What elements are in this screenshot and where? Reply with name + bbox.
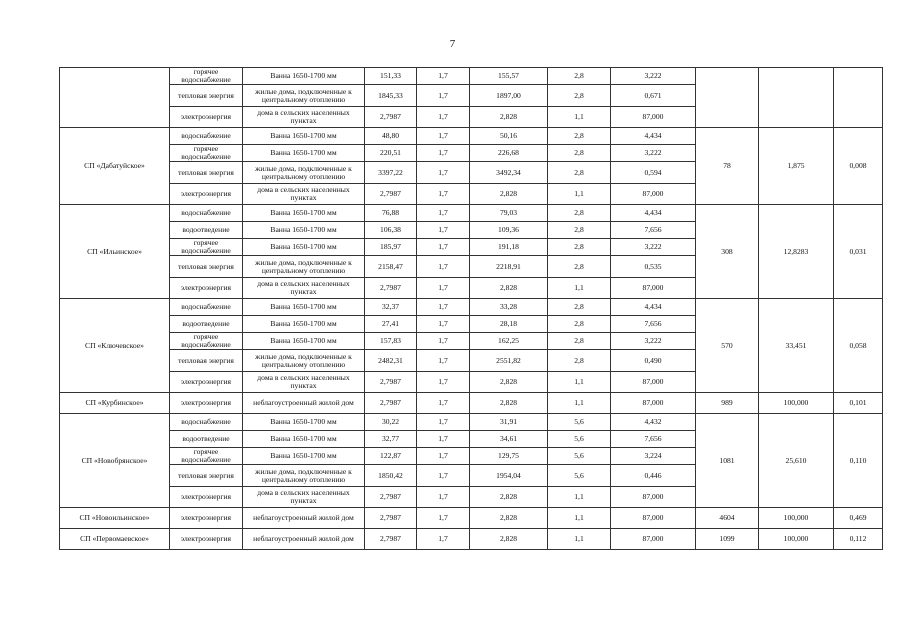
norm-type-cell: дома в сельских населенных пунктах	[243, 107, 365, 128]
value-cell-b: 226,68	[470, 145, 548, 162]
value-cell-a: 3397,22	[365, 162, 417, 184]
resource-cell: электроэнергия	[170, 529, 243, 550]
index-cell-a: 1,7	[417, 393, 470, 414]
index-cell-a: 1,7	[417, 431, 470, 448]
value-cell-b: 2,828	[470, 107, 548, 128]
value-cell-a: 32,37	[365, 299, 417, 316]
index-cell-a: 1,7	[417, 448, 470, 465]
index-cell-b: 1,1	[548, 184, 611, 205]
value-cell-a: 157,83	[365, 333, 417, 350]
value-cell-c: 0,594	[611, 162, 696, 184]
resource-cell: горячее водоснабжение	[170, 448, 243, 465]
value-cell-b: 191,18	[470, 239, 548, 256]
share-cell: 0,058	[834, 299, 883, 393]
settlement-cell: СП «Дабатуйское»	[60, 128, 170, 205]
norm-type-cell: жилые дома, подключенные к центральному отоплению	[243, 256, 365, 278]
share-cell: 0,469	[834, 508, 883, 529]
value-cell-a: 151,33	[365, 68, 417, 85]
index-cell-a: 1,7	[417, 205, 470, 222]
table-row	[60, 68, 883, 85]
coefficient-cell: 100,000	[759, 393, 834, 414]
share-cell: 0,031	[834, 205, 883, 299]
value-cell-a: 2,7987	[365, 393, 417, 414]
index-cell-b: 5,6	[548, 448, 611, 465]
index-cell-a: 1,7	[417, 145, 470, 162]
index-cell-b: 2,8	[548, 162, 611, 184]
index-cell-b: 5,6	[548, 431, 611, 448]
index-cell-b: 2,8	[548, 299, 611, 316]
resource-cell: тепловая энергия	[170, 162, 243, 184]
resource-cell: водоотведение	[170, 222, 243, 239]
value-cell-c: 4,432	[611, 414, 696, 431]
share-cell: 0,112	[834, 529, 883, 550]
value-cell-c: 7,656	[611, 431, 696, 448]
index-cell-a: 1,7	[417, 278, 470, 299]
value-cell-a: 220,51	[365, 145, 417, 162]
index-cell-b: 1,1	[548, 487, 611, 508]
value-cell-a: 48,80	[365, 128, 417, 145]
coefficient-cell: 33,451	[759, 299, 834, 393]
norm-type-cell: Ванна 1650-1700 мм	[243, 299, 365, 316]
norm-type-cell: неблагоустроенный жилой дом	[243, 529, 365, 550]
value-cell-b: 2,828	[470, 372, 548, 393]
index-cell-a: 1,7	[417, 350, 470, 372]
share-cell: 0,110	[834, 414, 883, 508]
value-cell-b: 28,18	[470, 316, 548, 333]
resource-cell: тепловая энергия	[170, 465, 243, 487]
value-cell-b: 34,61	[470, 431, 548, 448]
index-cell-a: 1,7	[417, 333, 470, 350]
resource-cell: тепловая энергия	[170, 256, 243, 278]
index-cell-a: 1,7	[417, 508, 470, 529]
value-cell-a: 30,22	[365, 414, 417, 431]
coefficient-cell: 25,610	[759, 414, 834, 508]
index-cell-b: 2,8	[548, 316, 611, 333]
settlement-cell: СП «Ключевское»	[60, 299, 170, 393]
value-cell-b: 2,828	[470, 393, 548, 414]
value-cell-c: 0,490	[611, 350, 696, 372]
index-cell-b: 2,8	[548, 333, 611, 350]
resource-cell: горячее водоснабжение	[170, 333, 243, 350]
value-cell-a: 2,7987	[365, 487, 417, 508]
settlement-cell	[60, 68, 170, 128]
index-cell-b: 1,1	[548, 508, 611, 529]
norm-type-cell: Ванна 1650-1700 мм	[243, 68, 365, 85]
index-cell-b: 2,8	[548, 239, 611, 256]
value-cell-b: 2,828	[470, 278, 548, 299]
resource-cell: электроэнергия	[170, 372, 243, 393]
value-cell-c: 4,434	[611, 205, 696, 222]
index-cell-b: 1,1	[548, 529, 611, 550]
index-cell-a: 1,7	[417, 85, 470, 107]
value-cell-b: 2,828	[470, 487, 548, 508]
index-cell-a: 1,7	[417, 222, 470, 239]
population-cell: 570	[696, 299, 759, 393]
share-cell: 0,101	[834, 393, 883, 414]
value-cell-a: 32,77	[365, 431, 417, 448]
table-row	[60, 529, 883, 550]
index-cell-a: 1,7	[417, 107, 470, 128]
norm-type-cell: Ванна 1650-1700 мм	[243, 448, 365, 465]
value-cell-a: 76,88	[365, 205, 417, 222]
resource-cell: горячее водоснабжение	[170, 239, 243, 256]
population-cell: 1081	[696, 414, 759, 508]
index-cell-b: 2,8	[548, 68, 611, 85]
value-cell-b: 31,91	[470, 414, 548, 431]
value-cell-a: 2,7987	[365, 107, 417, 128]
share-cell: 0,008	[834, 128, 883, 205]
norm-type-cell: жилые дома, подключенные к центральному отоплению	[243, 162, 365, 184]
resource-cell: водоснабжение	[170, 128, 243, 145]
resource-cell: водоотведение	[170, 431, 243, 448]
resource-cell: электроэнергия	[170, 184, 243, 205]
value-cell-c: 87,000	[611, 278, 696, 299]
norm-type-cell: дома в сельских населенных пунктах	[243, 184, 365, 205]
norm-type-cell: неблагоустроенный жилой дом	[243, 508, 365, 529]
index-cell-a: 1,7	[417, 128, 470, 145]
norm-type-cell: жилые дома, подключенные к центральному отоплению	[243, 465, 365, 487]
value-cell-c: 3,224	[611, 448, 696, 465]
table-row	[60, 414, 883, 431]
value-cell-c: 87,000	[611, 393, 696, 414]
index-cell-b: 1,1	[548, 107, 611, 128]
value-cell-a: 2,7987	[365, 278, 417, 299]
value-cell-a: 27,41	[365, 316, 417, 333]
value-cell-c: 3,222	[611, 68, 696, 85]
resource-cell: тепловая энергия	[170, 85, 243, 107]
value-cell-b: 33,28	[470, 299, 548, 316]
coefficient-cell: 100,000	[759, 529, 834, 550]
index-cell-a: 1,7	[417, 299, 470, 316]
value-cell-c: 87,000	[611, 107, 696, 128]
table-row	[60, 128, 883, 145]
coefficient-cell: 12,8283	[759, 205, 834, 299]
value-cell-b: 109,36	[470, 222, 548, 239]
norm-type-cell: Ванна 1650-1700 мм	[243, 128, 365, 145]
table-row	[60, 299, 883, 316]
index-cell-b: 2,8	[548, 256, 611, 278]
population-cell: 4604	[696, 508, 759, 529]
value-cell-a: 2,7987	[365, 529, 417, 550]
norm-type-cell: Ванна 1650-1700 мм	[243, 205, 365, 222]
norm-type-cell: Ванна 1650-1700 мм	[243, 414, 365, 431]
resource-cell: электроэнергия	[170, 393, 243, 414]
population-cell	[696, 68, 759, 128]
value-cell-c: 7,656	[611, 316, 696, 333]
value-cell-c: 4,434	[611, 299, 696, 316]
index-cell-a: 1,7	[417, 414, 470, 431]
norm-type-cell: дома в сельских населенных пунктах	[243, 278, 365, 299]
settlement-cell: СП «Курбинское»	[60, 393, 170, 414]
resource-cell: электроэнергия	[170, 278, 243, 299]
index-cell-a: 1,7	[417, 239, 470, 256]
norm-type-cell: Ванна 1650-1700 мм	[243, 333, 365, 350]
population-cell: 78	[696, 128, 759, 205]
norm-type-cell: Ванна 1650-1700 мм	[243, 222, 365, 239]
index-cell-b: 2,8	[548, 128, 611, 145]
resource-cell: водоснабжение	[170, 414, 243, 431]
norm-type-cell: жилые дома, подключенные к центральному отоплению	[243, 85, 365, 107]
value-cell-c: 4,434	[611, 128, 696, 145]
index-cell-b: 2,8	[548, 145, 611, 162]
index-cell-a: 1,7	[417, 465, 470, 487]
settlement-cell: СП «Первомаевское»	[60, 529, 170, 550]
value-cell-c: 3,222	[611, 239, 696, 256]
value-cell-c: 0,446	[611, 465, 696, 487]
norm-type-cell: Ванна 1650-1700 мм	[243, 145, 365, 162]
value-cell-c: 7,656	[611, 222, 696, 239]
value-cell-b: 2551,82	[470, 350, 548, 372]
value-cell-a: 185,97	[365, 239, 417, 256]
index-cell-b: 2,8	[548, 205, 611, 222]
value-cell-a: 2482,31	[365, 350, 417, 372]
value-cell-a: 2,7987	[365, 372, 417, 393]
norm-type-cell: Ванна 1650-1700 мм	[243, 316, 365, 333]
value-cell-b: 155,57	[470, 68, 548, 85]
value-cell-a: 1845,33	[365, 85, 417, 107]
index-cell-a: 1,7	[417, 256, 470, 278]
value-cell-a: 2158,47	[365, 256, 417, 278]
index-cell-a: 1,7	[417, 316, 470, 333]
norm-type-cell: жилые дома, подключенные к центральному отоплению	[243, 350, 365, 372]
norm-type-cell: дома в сельских населенных пунктах	[243, 487, 365, 508]
value-cell-b: 1897,00	[470, 85, 548, 107]
resource-cell: водоснабжение	[170, 299, 243, 316]
index-cell-b: 2,8	[548, 350, 611, 372]
share-cell	[834, 68, 883, 128]
value-cell-a: 2,7987	[365, 508, 417, 529]
norm-type-cell: Ванна 1650-1700 мм	[243, 431, 365, 448]
value-cell-b: 129,75	[470, 448, 548, 465]
value-cell-b: 3492,34	[470, 162, 548, 184]
resource-cell: тепловая энергия	[170, 350, 243, 372]
index-cell-b: 5,6	[548, 414, 611, 431]
value-cell-b: 2,828	[470, 184, 548, 205]
value-cell-c: 0,671	[611, 85, 696, 107]
coefficient-cell: 100,000	[759, 508, 834, 529]
value-cell-c: 87,000	[611, 372, 696, 393]
value-cell-c: 87,000	[611, 184, 696, 205]
coefficient-cell: 1,875	[759, 128, 834, 205]
index-cell-a: 1,7	[417, 487, 470, 508]
norm-type-cell: Ванна 1650-1700 мм	[243, 239, 365, 256]
value-cell-b: 50,16	[470, 128, 548, 145]
norm-type-cell: неблагоустроенный жилой дом	[243, 393, 365, 414]
tariff-table	[59, 67, 883, 550]
settlement-cell: СП «Ильинское»	[60, 205, 170, 299]
resource-cell: горячее водоснабжение	[170, 68, 243, 85]
settlement-cell: СП «Новобрянское»	[60, 414, 170, 508]
settlement-cell: СП «Новоильинское»	[60, 508, 170, 529]
index-cell-b: 1,1	[548, 278, 611, 299]
table-row	[60, 508, 883, 529]
index-cell-a: 1,7	[417, 372, 470, 393]
value-cell-b: 2218,91	[470, 256, 548, 278]
value-cell-b: 2,828	[470, 508, 548, 529]
index-cell-a: 1,7	[417, 162, 470, 184]
population-cell: 308	[696, 205, 759, 299]
value-cell-b: 1954,04	[470, 465, 548, 487]
index-cell-a: 1,7	[417, 68, 470, 85]
value-cell-a: 106,38	[365, 222, 417, 239]
index-cell-a: 1,7	[417, 529, 470, 550]
norm-type-cell: дома в сельских населенных пунктах	[243, 372, 365, 393]
resource-cell: водоотведение	[170, 316, 243, 333]
resource-cell: электроэнергия	[170, 487, 243, 508]
index-cell-b: 2,8	[548, 85, 611, 107]
value-cell-c: 3,222	[611, 333, 696, 350]
index-cell-b: 1,1	[548, 372, 611, 393]
table-row	[60, 205, 883, 222]
resource-cell: электроэнергия	[170, 107, 243, 128]
index-cell-b: 5,6	[548, 465, 611, 487]
coefficient-cell	[759, 68, 834, 128]
value-cell-a: 122,87	[365, 448, 417, 465]
resource-cell: горячее водоснабжение	[170, 145, 243, 162]
population-cell: 989	[696, 393, 759, 414]
value-cell-a: 2,7987	[365, 184, 417, 205]
index-cell-a: 1,7	[417, 184, 470, 205]
value-cell-a: 1850,42	[365, 465, 417, 487]
value-cell-b: 79,03	[470, 205, 548, 222]
value-cell-c: 87,000	[611, 487, 696, 508]
page-number: 7	[449, 38, 456, 50]
value-cell-c: 87,000	[611, 529, 696, 550]
table-row	[60, 393, 883, 414]
value-cell-b: 162,25	[470, 333, 548, 350]
index-cell-b: 2,8	[548, 222, 611, 239]
population-cell: 1099	[696, 529, 759, 550]
resource-cell: водоснабжение	[170, 205, 243, 222]
value-cell-b: 2,828	[470, 529, 548, 550]
value-cell-c: 87,000	[611, 508, 696, 529]
index-cell-b: 1,1	[548, 393, 611, 414]
resource-cell: электроэнергия	[170, 508, 243, 529]
value-cell-c: 0,535	[611, 256, 696, 278]
value-cell-c: 3,222	[611, 145, 696, 162]
